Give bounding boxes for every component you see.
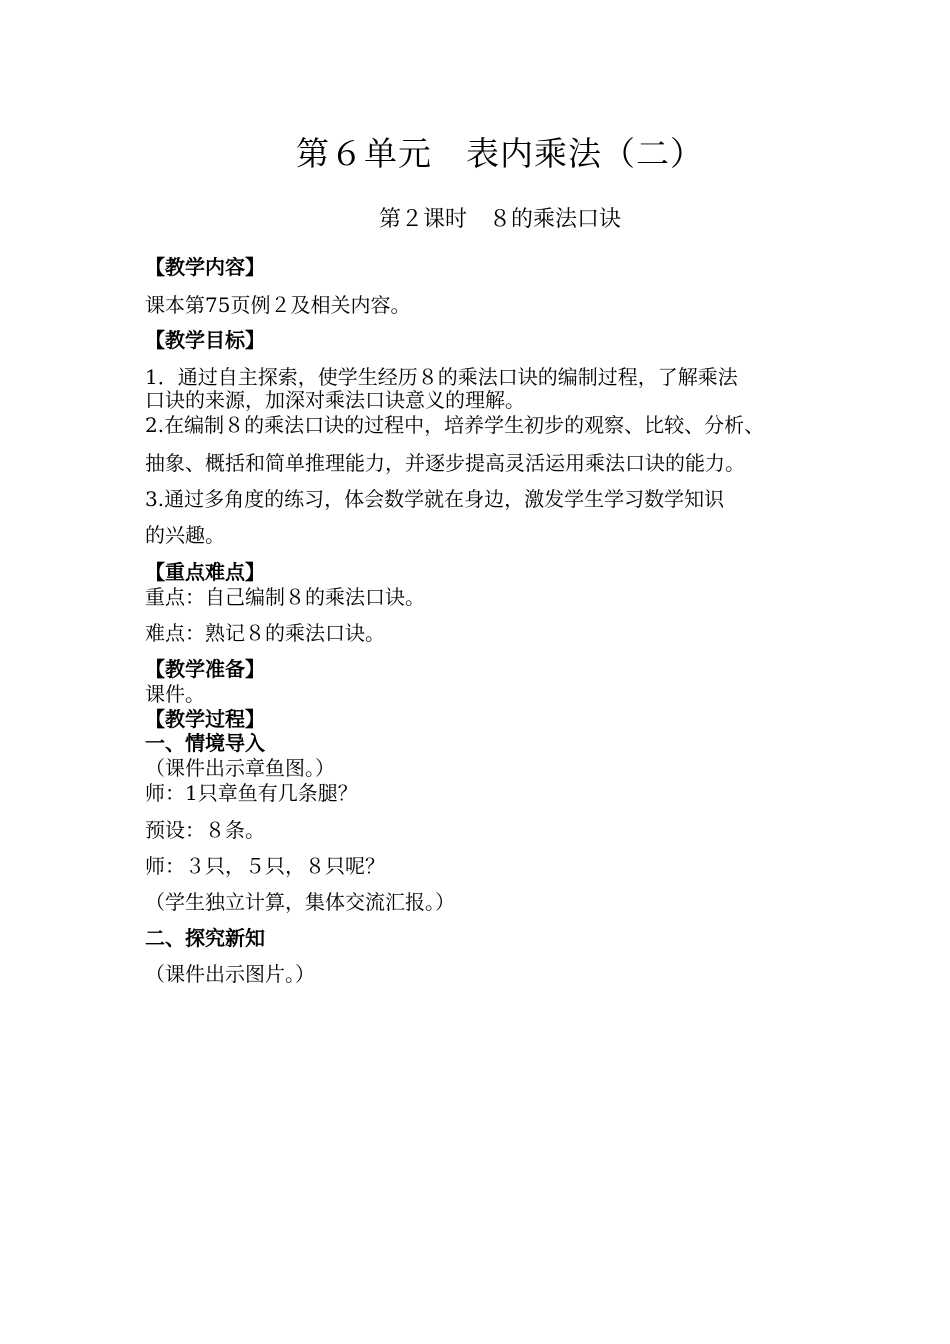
content-heading: 【教学内容】 [145,255,265,279]
goal-1-line-2: 口诀的来源，加深对乘法口诀意义的理解。 [145,388,525,412]
content-text: 课本第75页例２及相关内容。 [145,293,411,317]
step-2-heading: 二、探究新知 [145,926,265,950]
goal-3-line-2: 的兴趣。 [145,523,225,547]
step-2-line-1: （课件出示图片。） [145,962,315,986]
unit-title: 第６单元 表内乘法（二） [296,134,704,173]
step-1-line-3: 预设：８条。 [145,818,265,842]
step-1-line-4: 师：３只，５只，８只呢？ [145,854,385,878]
step-1-line-2: 师：1只章鱼有几条腿？ [145,781,358,805]
process-heading: 【教学过程】 [145,707,265,731]
goal-2-line-1: 2.在编制８的乘法口诀的过程中，培养学生初步的观察、比较、分析、 [145,413,765,437]
step-1-line-5: （学生独立计算，集体交流汇报。） [145,890,455,914]
step-1-heading: 一、情境导入 [145,731,265,755]
prep-heading: 【教学准备】 [145,657,265,681]
step-1-line-1: （课件出示章鱼图。） [145,756,335,780]
key-point: 重点：自己编制８的乘法口诀。 [145,585,425,609]
goal-3-line-1: 3.通过多角度的练习，体会数学就在身边，激发学生学习数学知识 [145,487,725,511]
prep-text: 课件。 [145,682,205,706]
lesson-subtitle: 第２课时 ８的乘法口诀 [378,207,621,232]
difficult-point: 难点：熟记８的乘法口诀。 [145,621,385,645]
key-heading: 【重点难点】 [145,560,265,584]
goal-2-line-2: 抽象、概括和简单推理能力，并逐步提高灵活运用乘法口诀的能力。 [145,451,745,475]
goal-1-line-1: 1．通过自主探索，使学生经历８的乘法口诀的编制过程，了解乘法 [145,365,738,389]
goals-heading: 【教学目标】 [145,328,265,352]
